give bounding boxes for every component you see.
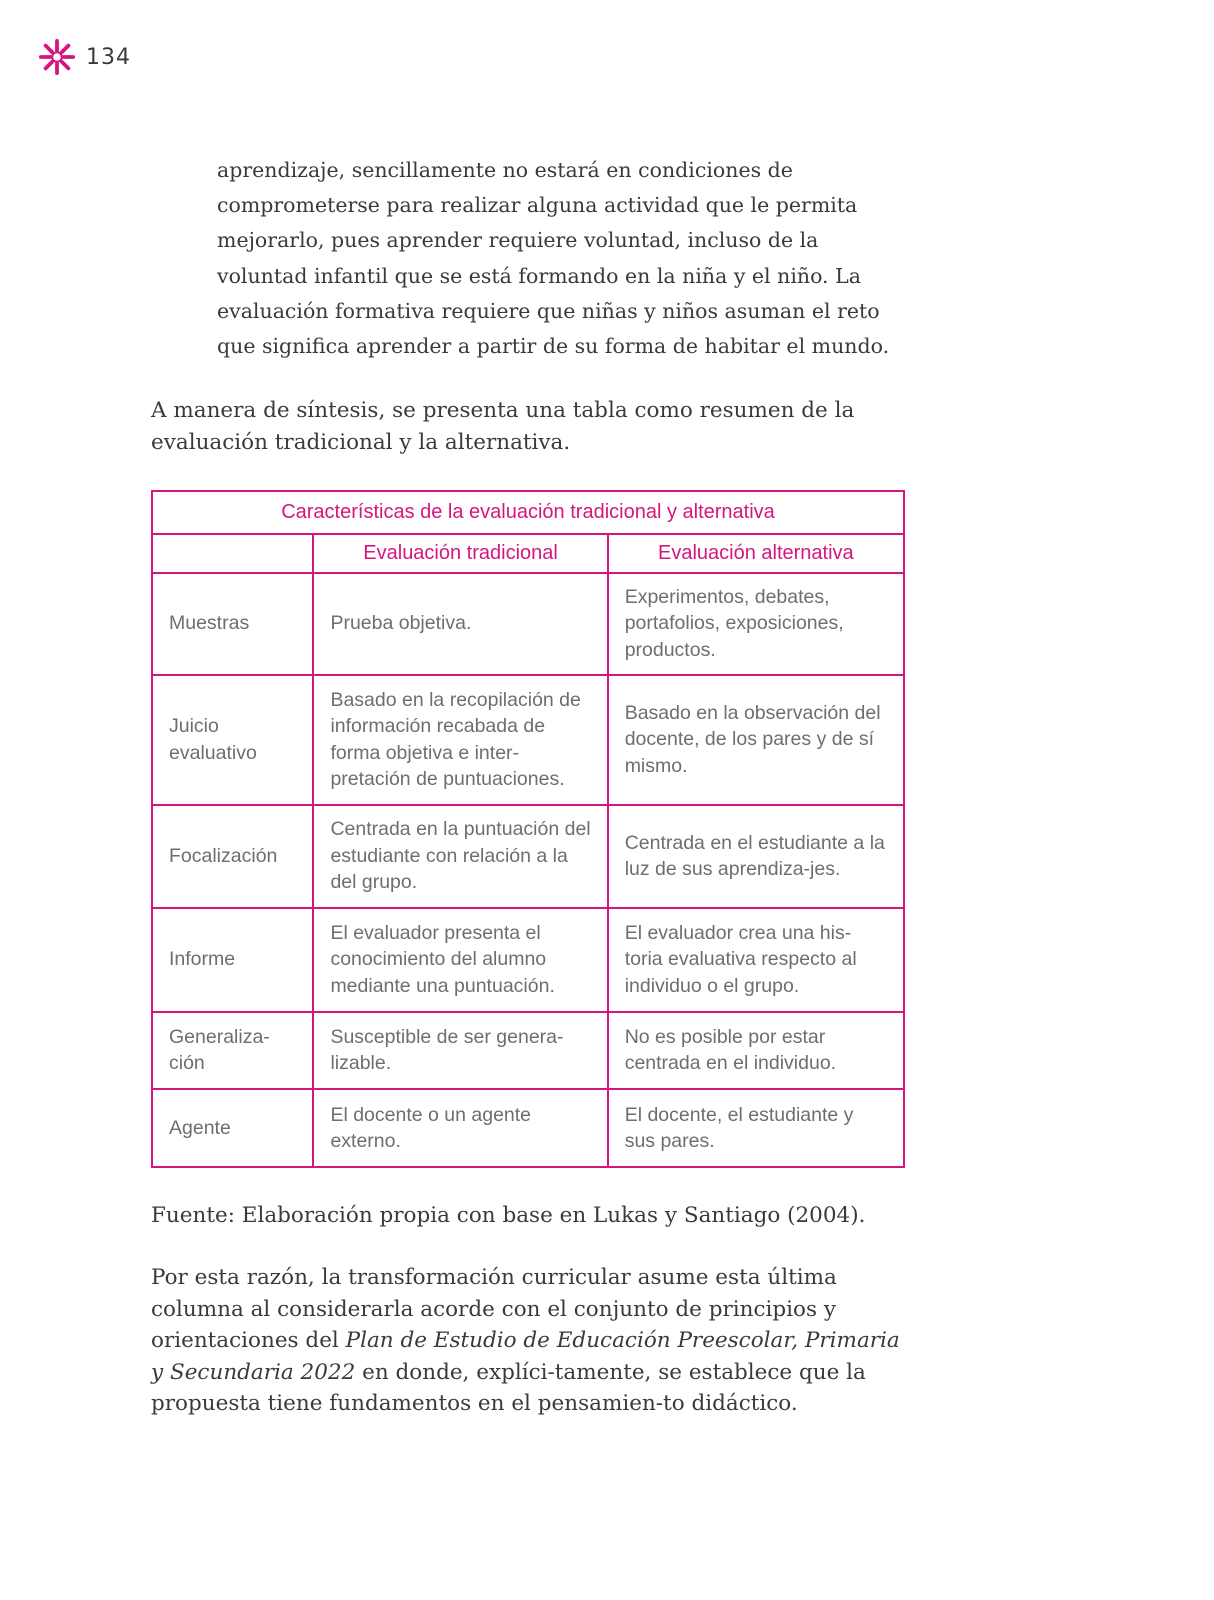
final-text-before: Por esta razón, la transformación curricular asume esta última columna al considerarla acorde con el conjunto de principios y orientaciones del [151, 1265, 837, 1353]
row-label: Focalización [152, 805, 313, 908]
row-label: Generaliza-ción [152, 1012, 313, 1090]
cell-alternative: El docente, el estudiante y sus pares. [608, 1089, 904, 1167]
table-title-row [152, 491, 904, 534]
table-header-row [152, 534, 904, 572]
asterisk-flower-icon [38, 38, 76, 76]
cell-traditional: El evaluador presenta el conocimiento del alumno mediante una puntuación. [313, 908, 607, 1012]
source-note: Fuente: Elaboración propia con base en Lukas y Santiago (2004). [151, 1203, 866, 1228]
row-label: Informe [152, 908, 313, 1012]
table-title: Características de la evaluación tradicional y alternativa [152, 491, 904, 534]
header-traditional: Evaluación tradicional [313, 534, 607, 572]
cell-alternative: Centrada en el estudiante a la luz de sus aprendiza-jes. [608, 805, 904, 908]
intro-paragraph: A manera de síntesis, se presenta una tabla como resumen de la evaluación tradicional y la alternativa. [151, 398, 855, 455]
cell-alternative: Experimentos, debates, portafolios, exposiciones, productos. [608, 573, 904, 675]
quote-paragraph: aprendizaje, sencillamente no estará en condiciones de comprometerse para realizar alguna actividad que le permita mejorarlo, pues aprender requiere voluntad, incluso de la voluntad infantil que se está formando en la niña y el niño. La evaluación formativa requiere que niñas y niños asuman el reto que significa aprender a partir de su forma de habitar el mundo. [217, 158, 890, 359]
cell-traditional: Prueba objetiva. [313, 573, 607, 675]
row-label: Agente [152, 1089, 313, 1167]
row-label: Muestras [152, 573, 313, 675]
table-row [152, 573, 904, 675]
final-text-after: en donde, explíci-tamente, se establece que la propuesta tiene fundamentos en el pensamien-to didáctico. [151, 1359, 866, 1416]
page-number: 134 [86, 44, 131, 70]
page-header [38, 38, 131, 76]
table-row [152, 1089, 904, 1167]
row-label: Juicio evaluativo [152, 675, 313, 805]
header-empty [152, 534, 313, 572]
plan-title-italic: Plan de Estudio de Educación Preescolar, Primaria y Secundaria 2022 [151, 1328, 900, 1385]
table-row [152, 908, 904, 1012]
header-alternative: Evaluación alternativa [608, 534, 904, 572]
table-row [152, 805, 904, 908]
cell-alternative: El evaluador crea una his-toria evaluativa respecto al individuo o el grupo. [608, 908, 904, 1012]
cell-alternative: Basado en la observación del docente, de los pares y de sí mismo. [608, 675, 904, 805]
cell-traditional: Centrada en la puntuación del estudiante con relación a la del grupo. [313, 805, 607, 908]
table-row [152, 675, 904, 805]
cell-traditional: Basado en la recopilación de información recabada de forma objetiva e inter-pretación de puntuaciones. [313, 675, 607, 805]
cell-alternative: No es posible por estar centrada en el individuo. [608, 1012, 904, 1090]
cell-traditional: El docente o un agente externo. [313, 1089, 607, 1167]
final-paragraph [151, 1262, 911, 1420]
cell-traditional: Susceptible de ser genera-lizable. [313, 1012, 607, 1090]
table-row [152, 1012, 904, 1090]
comparison-table [151, 490, 905, 1168]
